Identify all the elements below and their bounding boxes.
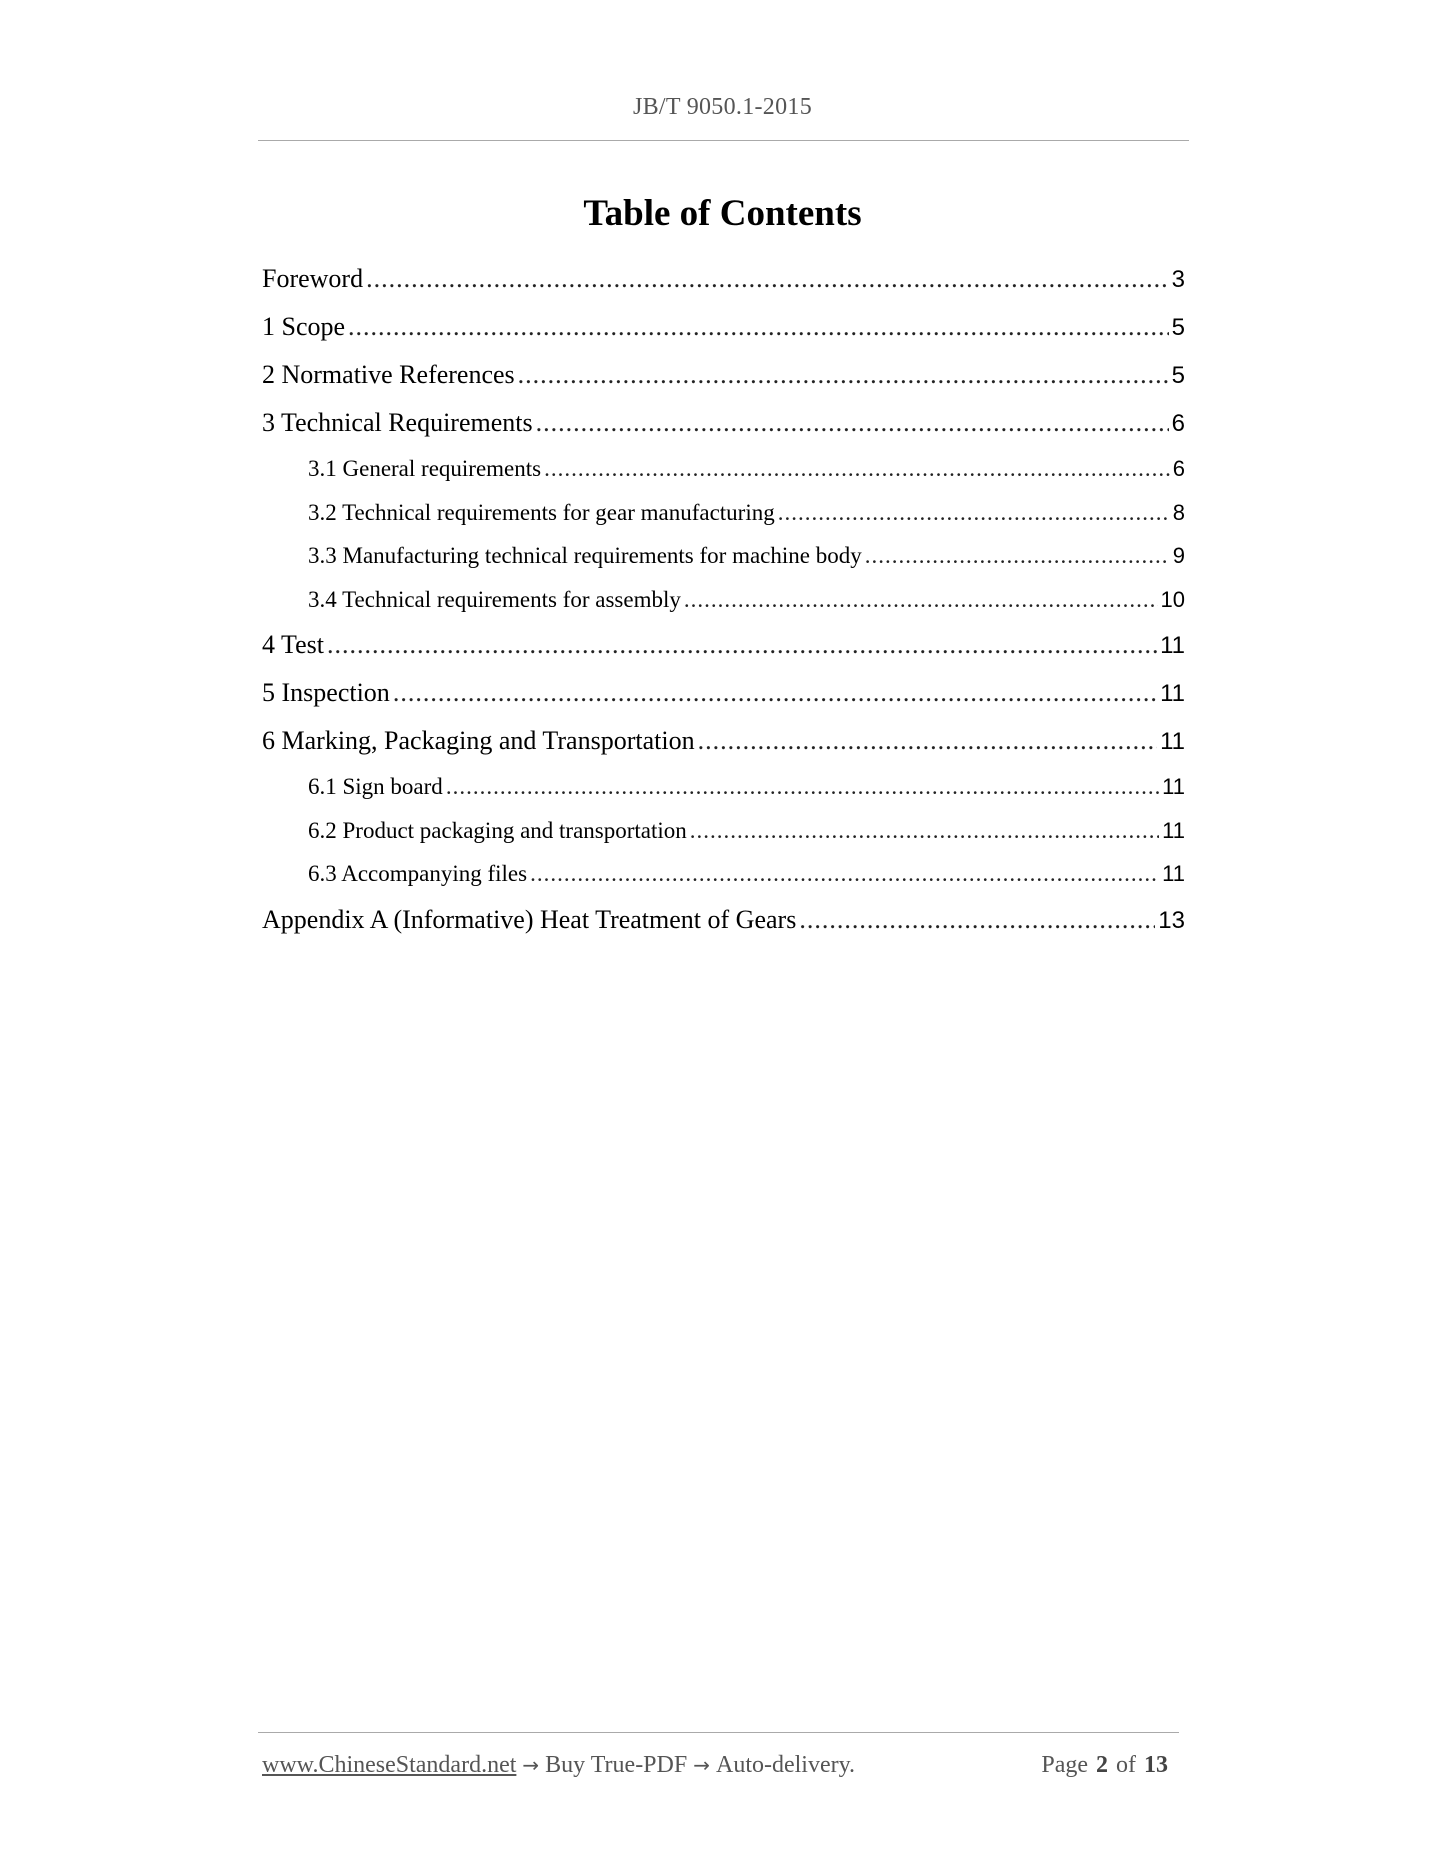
toc-entry-test[interactable] <box>262 630 1185 678</box>
toc-entry-page: 10 <box>1160 586 1185 612</box>
toc-list <box>262 264 1185 953</box>
footer-step-buy: Buy True-PDF <box>545 1752 688 1778</box>
toc-entry-label: 1 Scope <box>262 312 346 341</box>
dot-leader <box>518 360 1169 390</box>
toc-entry-label: Appendix A (Informative) Heat Treatment of Gears <box>262 904 797 934</box>
toc-entry-label: 4 Test <box>262 630 324 659</box>
toc-entry-assembly[interactable] <box>262 587 1185 631</box>
toc-entry-page: 5 <box>1171 362 1185 389</box>
toc-entry-label: 5 Inspection <box>262 678 390 707</box>
total-page-count: 13 <box>1144 1752 1168 1778</box>
toc-entry-foreword[interactable] <box>262 264 1185 312</box>
site-link[interactable]: www.ChineseStandard.net <box>262 1752 517 1778</box>
dot-leader <box>530 861 1159 887</box>
toc-entry-accompanying-files[interactable] <box>262 861 1185 905</box>
toc-entry-page: 11 <box>1162 861 1185 886</box>
dot-leader <box>327 630 1157 660</box>
toc-entry-label: Foreword <box>262 264 364 293</box>
toc-entry-label: 3 Technical Requirements <box>262 408 533 437</box>
dot-leader <box>366 264 1169 294</box>
toc-entry-page: 11 <box>1162 817 1185 843</box>
footer-step-delivery: Auto-delivery. <box>715 1752 856 1778</box>
footer-divider <box>258 1732 1179 1733</box>
toc-entry-technical-requirements[interactable] <box>262 408 1185 456</box>
toc-entry-machine-body[interactable] <box>262 543 1185 587</box>
toc-entry-scope[interactable] <box>262 312 1185 360</box>
toc-entry-label: 3.1 General requirements <box>308 456 542 481</box>
footer-promo <box>262 1752 855 1779</box>
dot-leader <box>544 456 1170 482</box>
toc-entry-gear-manufacturing[interactable] <box>262 500 1185 544</box>
document-code-header: JB/T 9050.1-2015 <box>632 94 813 120</box>
toc-entry-inspection[interactable] <box>262 678 1185 726</box>
dot-leader <box>799 905 1155 935</box>
current-page-number: 2 <box>1096 1752 1108 1778</box>
toc-entry-page: 13 <box>1158 906 1185 934</box>
toc-entry-label: 6 Marking, Packaging and Transportation <box>262 726 695 755</box>
arrow-right-icon: → <box>693 1753 710 1777</box>
toc-entry-page: 6 <box>1171 410 1185 437</box>
toc-entry-product-packaging[interactable] <box>262 818 1185 862</box>
toc-entry-appendix-a[interactable] <box>262 905 1185 953</box>
dot-leader <box>690 818 1159 844</box>
toc-entry-label: 3.4 Technical requirements for assembly <box>308 586 681 612</box>
toc-entry-page: 11 <box>1162 774 1185 799</box>
dot-leader <box>778 500 1170 526</box>
page-indicator <box>1041 1752 1176 1779</box>
toc-entry-sign-board[interactable] <box>262 774 1185 818</box>
dot-leader <box>684 587 1158 613</box>
toc-title: Table of Contents <box>583 193 862 234</box>
toc-entry-label: 2 Normative References <box>262 360 515 389</box>
toc-entry-page: 6 <box>1172 456 1185 481</box>
toc-entry-marking-packaging[interactable] <box>262 726 1185 774</box>
toc-entry-general-requirements[interactable] <box>262 456 1185 500</box>
toc-entry-label: 6.1 Sign board <box>308 774 443 799</box>
toc-entry-page: 11 <box>1160 632 1185 659</box>
toc-entry-label: 6.3 Accompanying files <box>308 861 528 886</box>
toc-entry-page: 11 <box>1160 680 1185 707</box>
dot-leader <box>348 312 1169 342</box>
toc-entry-label: 6.2 Product packaging and transportation <box>308 817 687 843</box>
dot-leader <box>865 543 1170 569</box>
dot-leader <box>698 726 1158 756</box>
toc-entry-page: 8 <box>1172 499 1185 525</box>
of-word: of <box>1116 1752 1136 1778</box>
toc-entry-page: 9 <box>1172 543 1185 568</box>
dot-leader <box>446 774 1159 800</box>
toc-entry-page: 5 <box>1171 314 1185 341</box>
page-word: Page <box>1041 1752 1088 1778</box>
toc-entry-page: 11 <box>1160 728 1185 755</box>
toc-entry-normative-references[interactable] <box>262 360 1185 408</box>
header-divider <box>258 140 1189 141</box>
toc-entry-label: 3.3 Manufacturing technical requirements for machine body <box>308 543 862 568</box>
dot-leader <box>393 678 1157 708</box>
dot-leader <box>536 408 1169 438</box>
toc-entry-page: 3 <box>1171 266 1185 293</box>
arrow-right-icon: → <box>522 1753 540 1777</box>
toc-entry-label: 3.2 Technical requirements for gear manufacturing <box>308 499 775 525</box>
